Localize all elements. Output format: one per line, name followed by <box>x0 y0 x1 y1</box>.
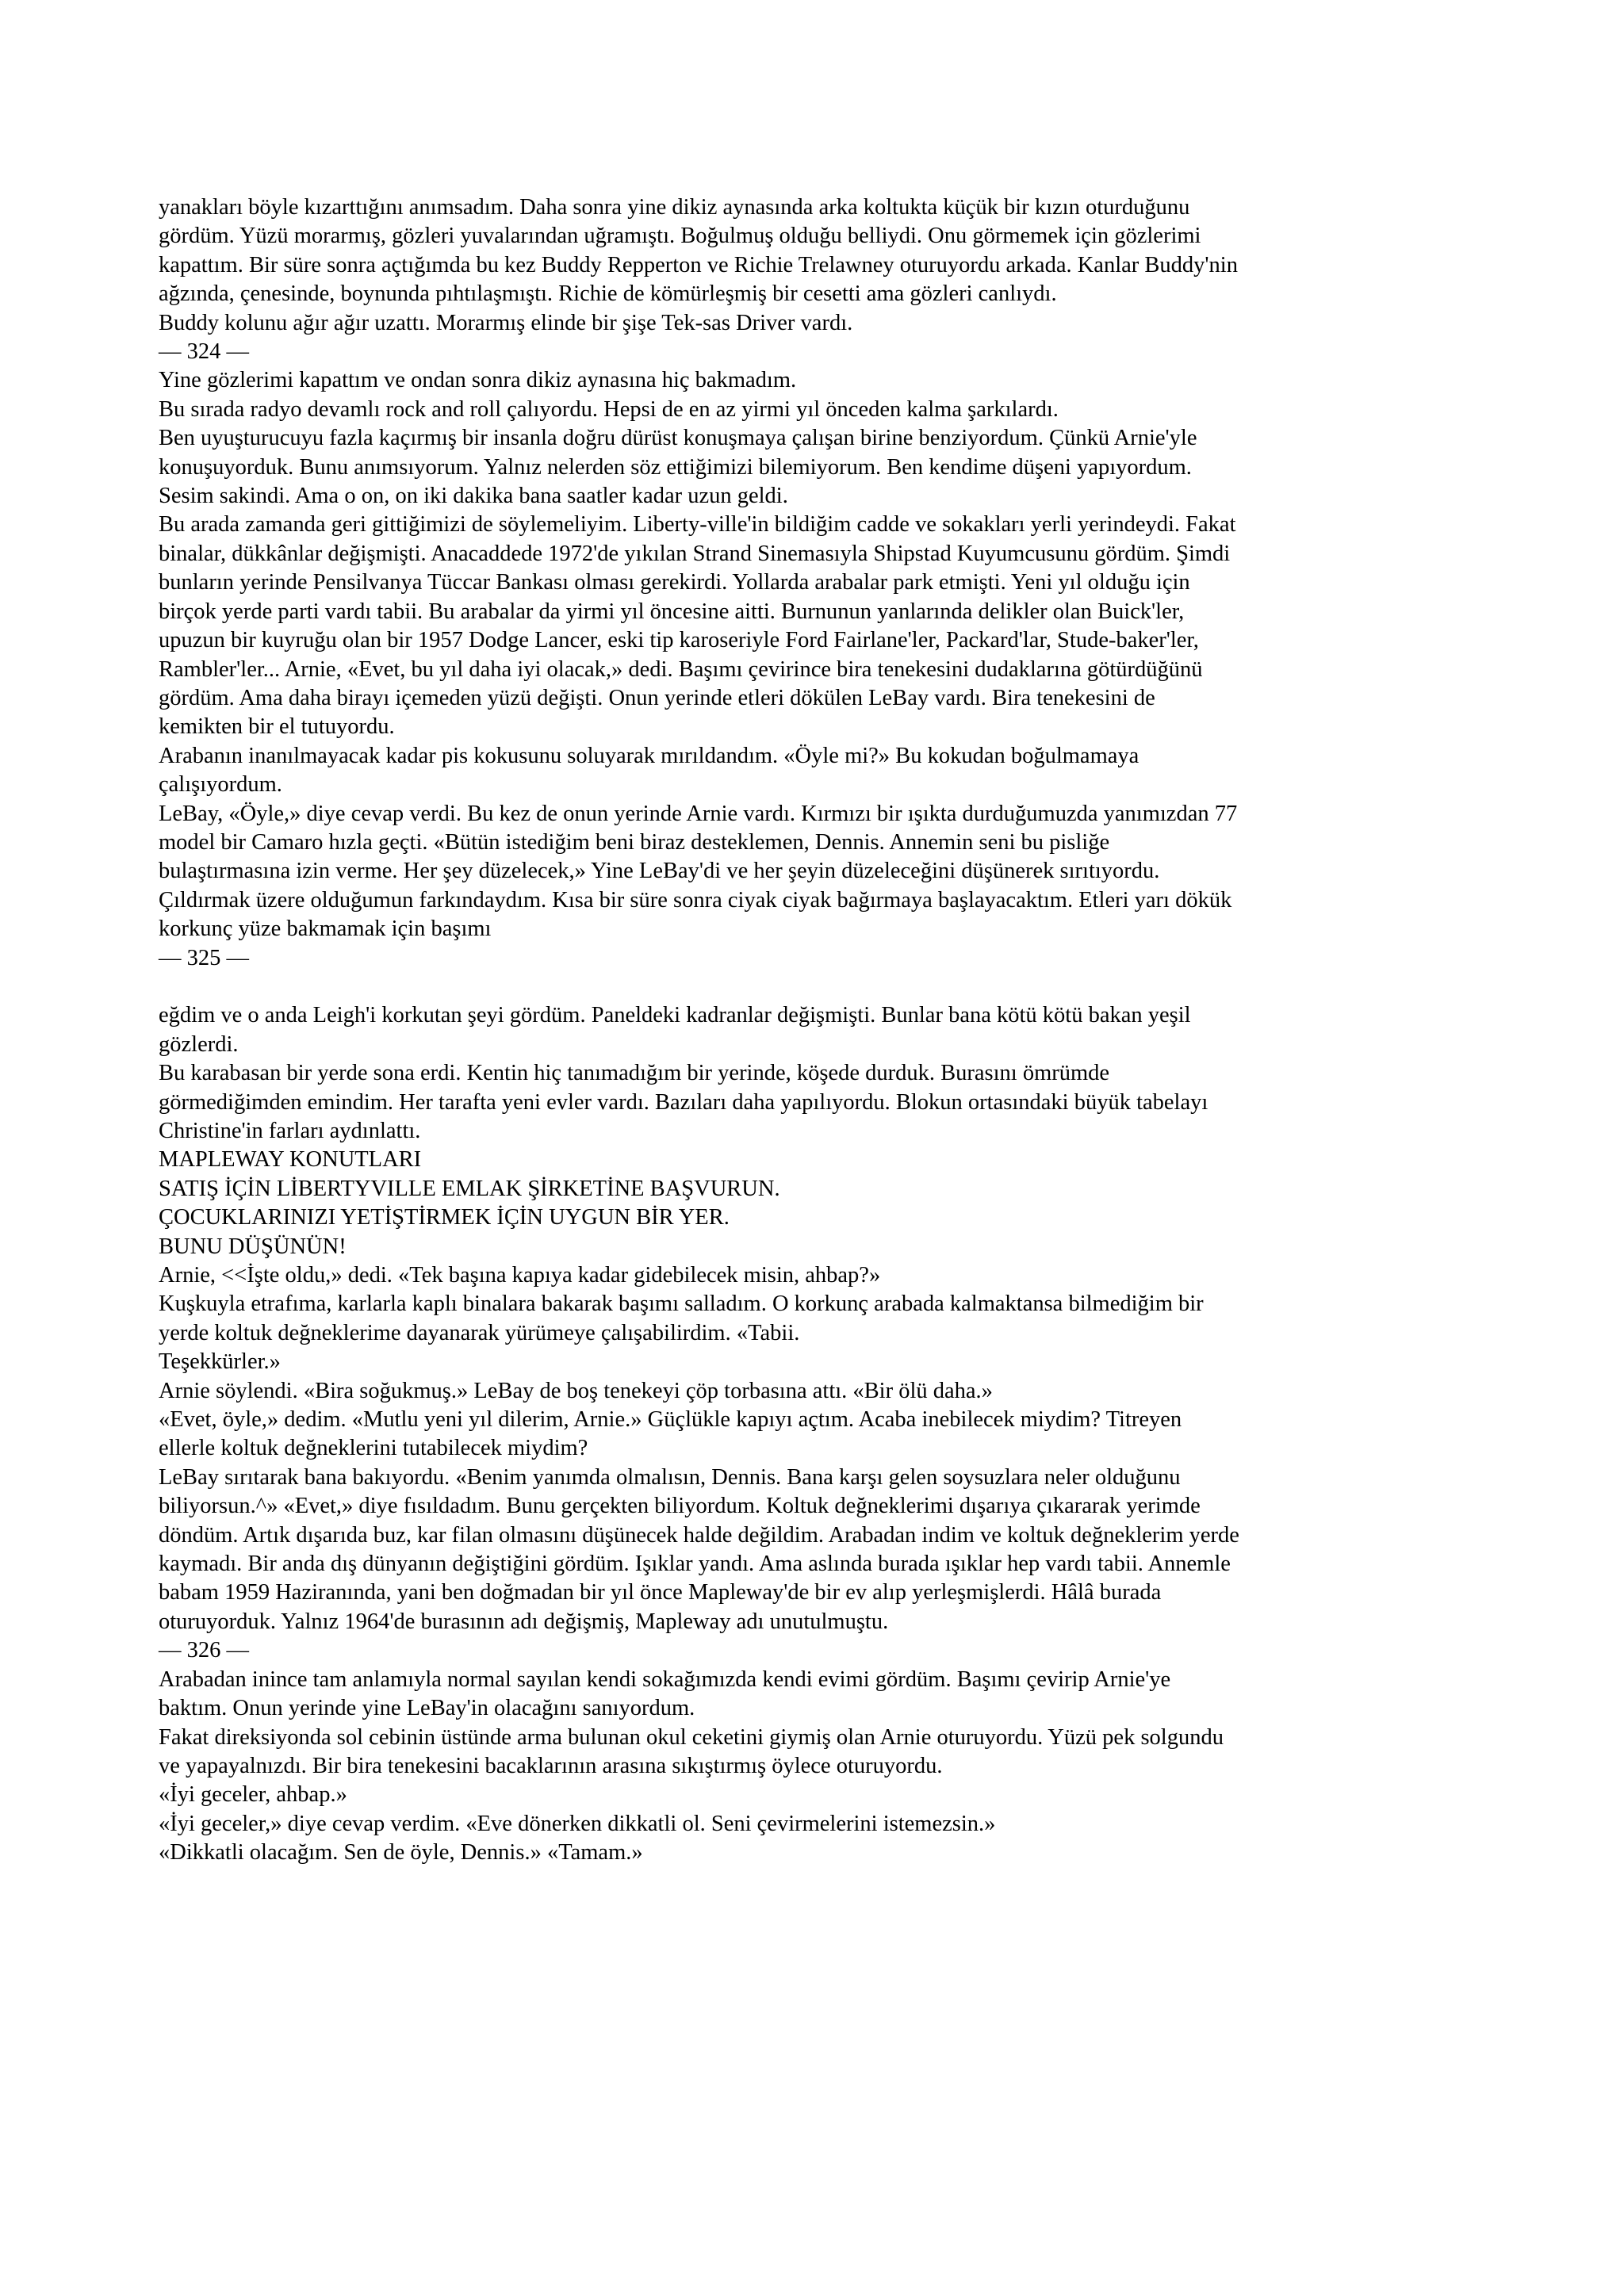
text-line: Sesim sakindi. Ama o on, on iki dakika bana saatler kadar uzun geldi. <box>159 484 788 509</box>
text-line: «Dikkatli olacağım. Sen de öyle, Dennis.» «Tamam.» <box>159 1840 643 1866</box>
page-number: — 324 — <box>159 339 249 365</box>
text-line: bunların yerinde Pensilvanya Tüccar Bankası olması gerekirdi. Yollarda arabalar park etmişti. Yeni yıl olduğu için <box>159 570 1190 595</box>
text-line: Arnie, <<İşte oldu,» dedi. «Tek başına kapıya kadar gidebilecek misin, ahbap?» <box>159 1263 881 1288</box>
text-line: upuzun bir kuyruğu olan bir 1957 Dodge Lancer, eski tip karoseriyle Ford Fairlane'ler, Packard'lar, Stude-baker'ler, <box>159 628 1199 653</box>
text-line: Bu sırada radyo devamlı rock and roll çalıyordu. Hepsi de en az yirmi yıl önceden kalma şarkılardı. <box>159 396 1059 422</box>
text-line: «İyi geceler,» diye cevap verdim. «Eve dönerken dikkatli ol. Seni çevirmelerini istemezsin.» <box>159 1811 996 1836</box>
text-line: Yine gözlerimi kapattım ve ondan sonra dikiz aynasına hiç bakmadım. <box>159 368 797 393</box>
text-line: Fakat direksiyonda sol cebinin üstünde arma bulunan okul ceketini giymiş olan Arnie oturuyordu. Yüzü pek solgundu <box>159 1724 1224 1750</box>
text-line: MAPLEWAY KONUTLARI <box>159 1147 422 1173</box>
text-line: Rambler'ler... Arnie, «Evet, bu yıl daha iyi olacak,» dedi. Başımı çevirince bira tenekesini dudaklarına götürdüğünü <box>159 656 1203 682</box>
text-line: ağzında, çenesinde, boynunda pıhtılaşmıştı. Richie de kömürleşmiş bir cesetti ama gözleri canlıydı. <box>159 281 1057 307</box>
text-line: korkunç yüze bakmamak için başımı <box>159 916 492 942</box>
text-line: görmediğimden emindim. Her tarafta yeni evler vardı. Bazıları daha yapılıyordu. Blokun ortasındaki büyük tabelayı <box>159 1089 1208 1115</box>
text-line: Ben uyuşturucuyu fazla kaçırmış bir insanla doğru dürüst konuşmaya çalışan birine benziyordum. Çünkü Arnie'yle <box>159 426 1197 451</box>
text-line: kemikten bir el tutuyordu. <box>159 714 395 740</box>
text-line: model bir Camaro hızla geçti. «Bütün istediğim beni biraz desteklemen, Dennis. Annemin seni bu pisliğe <box>159 829 1110 855</box>
text-line: konuşuyorduk. Bunu anımsıyorum. Yalnız nelerden söz ettiğimizi bilemiyorum. Ben kendime düşeni yapıyordum. <box>159 454 1192 480</box>
text-line: Arnie söylendi. «Bira soğukmuş.» LeBay de boş tenekeyi çöp torbasına attı. «Bir ölü daha.» <box>159 1378 993 1403</box>
text-line: bulaştırmasına izin verme. Her şey düzelecek,» Yine LeBay'di ve her şeyin düzeleceğini düşünerek sırıtıyordu. <box>159 859 1160 884</box>
text-line: yerde koltuk değneklerime dayanarak yürümeye çalışabilirdim. «Tabii. <box>159 1320 800 1345</box>
blank-line <box>159 973 1475 1001</box>
text-line: LeBay sırıtarak bana bakıyordu. «Benim yanımda olmalısın, Dennis. Bana karşı gelen soysuzlara neler olduğunu <box>159 1464 1181 1490</box>
text-line: «Evet, öyle,» dedim. «Mutlu yeni yıl dilerim, Arnie.» Güçlükle kapıyı açtım. Acaba inebilecek miydim? Titreyen <box>159 1407 1182 1433</box>
page-number: — 326 — <box>159 1638 249 1663</box>
text-line: ellerle koltuk değneklerini tutabilecek miydim? <box>159 1436 588 1461</box>
text-line: Christine'in farları aydınlattı. <box>159 1118 421 1143</box>
text-line: baktım. Onun yerinde yine LeBay'in olacağını sanıyordum. <box>159 1696 695 1721</box>
text-line: BUNU DÜŞÜNÜN! <box>159 1234 347 1259</box>
text-line: Arabadan inince tam anlamıyla normal sayılan kendi sokağımızda kendi evimi gördüm. Başımı çevirip Arnie'ye <box>159 1667 1171 1692</box>
text-line: SATIŞ İÇİN LİBERTYVILLE EMLAK ŞİRKETİNE BAŞVURUN. <box>159 1176 780 1201</box>
text-line: gözlerdi. <box>159 1031 239 1057</box>
text-line: LeBay, «Öyle,» diye cevap verdi. Bu kez de onun yerinde Arnie vardı. Kırmızı bir ışıkta durduğumuzda yanımızdan 77 <box>159 801 1238 826</box>
text-line: Arabanın inanılmayacak kadar pis kokusunu soluyarak mırıldandım. «Öyle mi?» Bu kokudan boğulmamaya <box>159 743 1139 768</box>
text-line: Kuşkuyla etrafıma, karlarla kaplı binalara bakarak başımı salladım. O korkunç arabada kalmaktansa bilmediğim bir <box>159 1292 1204 1317</box>
text-line: Çıldırmak üzere olduğumun farkındaydım. Kısa bir süre sonra ciyak ciyak bağırmaya başlayacaktım. Etleri yarı dökük <box>159 887 1232 913</box>
text-line: Buddy kolunu ağır ağır uzattı. Morarmış elinde bir şişe Tek-sas Driver vardı. <box>159 310 853 335</box>
text-line: yanakları böyle kızarttığını anımsadım. Daha sonra yine dikiz aynasında arka koltukta küçük bir kızın oturduğunu <box>159 195 1190 220</box>
text-line: gördüm. Yüzü morarmış, gözleri yuvalarından uğramıştı. Boğulmuş olduğu belliydi. Onu görmemek için gözlerimi <box>159 224 1201 249</box>
text-line: binalar, dükkânlar değişmişti. Anacaddede 1972'de yıkılan Strand Sinemasıyla Shipstad Kuyumcusunu gördüm. Şimdi <box>159 541 1231 566</box>
text-line: oturuyorduk. Yalnız 1964'de burasının adı değişmiş, Mapleway adı unutulmuştu. <box>159 1609 889 1634</box>
text-line: birçok yerde parti vardı tabii. Bu arabalar da yirmi yıl öncesine aitti. Burnunun yanlarında delikler olan Buick'ler, <box>159 599 1185 624</box>
text-line: «İyi geceler, ahbap.» <box>159 1782 347 1808</box>
text-line: gördüm. Ama daha birayı içemeden yüzü değişti. Onun yerinde etleri dökülen LeBay vardı. Bira tenekesini de <box>159 685 1155 710</box>
text-line: Teşekkürler.» <box>159 1349 281 1375</box>
text-line: çalışıyordum. <box>159 772 282 798</box>
text-line: Bu karabasan bir yerde sona erdi. Kentin hiç tanımadığım bir yerinde, köşede durduk. Burasını ömrümde <box>159 1061 1110 1086</box>
text-line: Bu arada zamanda geri gittiğimizi de söylemeliyim. Liberty-ville'in bildiğim cadde ve sokakları yerli yerindeydi. Fakat <box>159 512 1236 538</box>
text-line: eğdim ve o anda Leigh'i korkutan şeyi gördüm. Paneldeki kadranlar değişmişti. Bunlar bana kötü kötü bakan yeşil <box>159 1003 1191 1028</box>
text-line: biliyorsun.^» «Evet,» diye fısıldadım. Bunu gerçekten biliyordum. Koltuk değneklerimi dışarıya çıkararak yerimde <box>159 1494 1201 1519</box>
text-line: döndüm. Artık dışarıda buz, kar filan olmasını düşünecek halde değildim. Arabadan indim ve koltuk değneklerim yerde <box>159 1522 1239 1548</box>
text-line: kaymadı. Bir anda dış dünyanın değiştiğini gördüm. Işıklar yandı. Ama aslında burada ışıklar hep vardı tabii. Annemle <box>159 1552 1231 1577</box>
document-page <box>159 193 1475 1868</box>
text-line: babam 1959 Haziranında, yani ben doğmadan bir yıl önce Mapleway'de bir ev alıp yerleşmişlerdi. Hâlâ burada <box>159 1580 1162 1605</box>
text-line: kapattım. Bir süre sonra açtığımda bu kez Buddy Repperton ve Richie Trelawney oturuyordu arkada. Kanlar Buddy'nin <box>159 252 1238 277</box>
page-number: — 325 — <box>159 945 249 970</box>
text-line: ve yapayalnızdı. Bir bira tenekesini bacaklarının arasına sıkıştırmış öylece oturuyordu. <box>159 1753 943 1778</box>
text-line: ÇOCUKLARINIZI YETİŞTİRMEK İÇİN UYGUN BİR YER. <box>159 1205 730 1230</box>
